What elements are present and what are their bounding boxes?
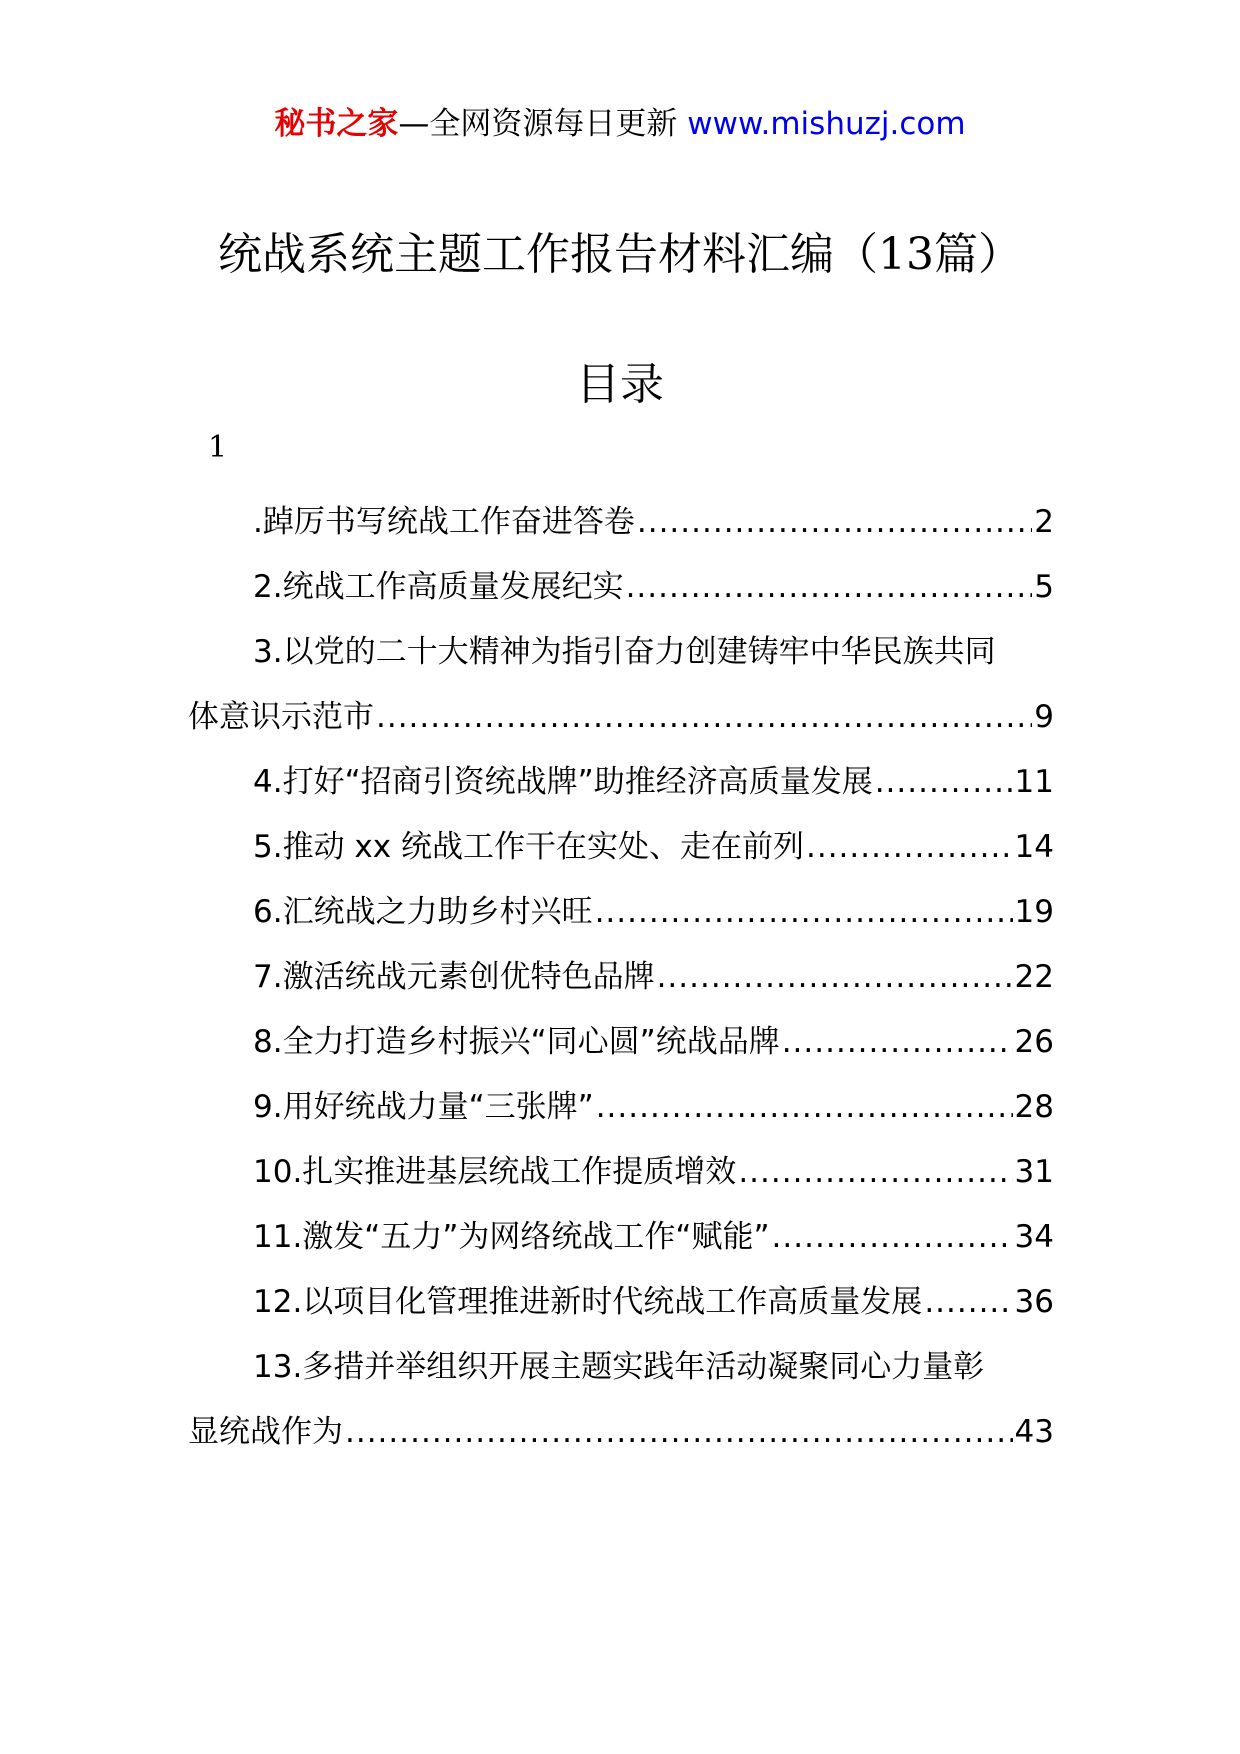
toc-entry[interactable] bbox=[188, 1010, 1054, 1075]
toc-leader-dots bbox=[782, 1010, 1013, 1075]
toc-entry-page: 11 bbox=[1014, 764, 1054, 800]
toc-entry[interactable] bbox=[188, 1140, 1054, 1205]
toc-entry-page: 22 bbox=[1014, 959, 1054, 995]
toc-entry-page: 26 bbox=[1014, 1024, 1054, 1060]
toc-entry-title: 9.用好统战力量“三张牌” bbox=[253, 1089, 594, 1125]
toc-heading: 目录 bbox=[576, 359, 664, 410]
toc-entry[interactable] bbox=[188, 1335, 1054, 1465]
toc-entry-title: .踔厉书写统战工作奋进答卷 bbox=[253, 504, 635, 540]
toc-leader-dots bbox=[738, 1140, 1012, 1205]
toc-entry-page: 34 bbox=[1014, 1219, 1054, 1255]
toc-entry-page: 19 bbox=[1014, 894, 1054, 930]
toc-leader-dots bbox=[806, 815, 1013, 880]
document-title bbox=[0, 225, 1240, 285]
header-tagline: —全网资源每日更新 bbox=[398, 106, 678, 142]
toc-entry[interactable] bbox=[188, 1270, 1054, 1335]
toc-entry-title-line1: 13.多措并举组织开展主题实践年活动凝聚同心力量彰 bbox=[253, 1349, 985, 1385]
toc-entry-title: 体意识示范市 bbox=[188, 699, 374, 735]
toc-entry[interactable] bbox=[188, 815, 1054, 880]
toc-entry-title: 11.激发“五力”为网络统战工作“赋能” bbox=[253, 1219, 770, 1255]
toc-entry-page: 43 bbox=[1014, 1414, 1054, 1450]
toc-entry-page: 2 bbox=[1034, 504, 1054, 540]
toc-leader-dots bbox=[345, 1400, 1013, 1465]
toc-entry[interactable] bbox=[188, 1075, 1054, 1140]
toc-entry-page: 28 bbox=[1014, 1089, 1054, 1125]
toc-entry[interactable] bbox=[188, 620, 1054, 750]
toc-entry[interactable] bbox=[188, 880, 1054, 945]
toc-entry-page: 5 bbox=[1034, 569, 1054, 605]
toc-entry[interactable] bbox=[188, 555, 1054, 620]
toc-entry-title: 2.统战工作高质量发展纪实 bbox=[253, 569, 624, 605]
toc-entry[interactable] bbox=[188, 1205, 1054, 1270]
title-prefix: 统战系统主题工作报告材料汇编（ bbox=[218, 229, 878, 280]
toc-leader-dots bbox=[376, 685, 1032, 750]
toc-entry-title: 显统战作为 bbox=[188, 1414, 343, 1450]
toc-entry[interactable] bbox=[188, 750, 1054, 815]
brand-name: 秘书之家 bbox=[274, 106, 399, 142]
toc-entry-title: 6.汇统战之力助乡村兴旺 bbox=[253, 894, 593, 930]
toc-entry-page: 31 bbox=[1014, 1154, 1054, 1190]
toc-entry-title: 4.打好“招商引资统战牌”助推经济高质量发展 bbox=[253, 764, 873, 800]
toc-leader-dots bbox=[637, 490, 1032, 555]
table-of-contents bbox=[188, 490, 1054, 1465]
toc-entry-title: 12.以项目化管理推进新时代统战工作高质量发展 bbox=[253, 1284, 923, 1320]
toc-entry-title: 8.全力打造乡村振兴“同心圆”统战品牌 bbox=[253, 1024, 780, 1060]
toc-entry-title: 5.推动 xx 统战工作干在实处、走在前列 bbox=[253, 829, 804, 865]
toc-entry-page: 14 bbox=[1014, 829, 1054, 865]
toc-leader-dots bbox=[924, 1270, 1012, 1335]
toc-entry-page: 9 bbox=[1034, 699, 1054, 735]
toc-entry-title: 7.激活统战元素创优特色品牌 bbox=[253, 959, 655, 995]
toc-leader-dots bbox=[595, 880, 1013, 945]
toc-leader-dots bbox=[596, 1075, 1013, 1140]
toc-entry[interactable] bbox=[188, 945, 1054, 1010]
toc-leader-dots bbox=[657, 945, 1013, 1010]
stray-page-number: 1 bbox=[208, 430, 228, 465]
site-url-link[interactable]: www.mishuzj.com bbox=[687, 106, 966, 142]
toc-leader-dots bbox=[875, 750, 1013, 815]
title-suffix: 篇） bbox=[934, 229, 1022, 280]
title-count: 13 bbox=[878, 229, 934, 280]
toc-leader-dots bbox=[772, 1205, 1013, 1270]
toc-leader-dots bbox=[626, 555, 1033, 620]
toc-entry[interactable] bbox=[188, 490, 1054, 555]
site-header bbox=[0, 100, 1240, 148]
toc-entry-title-line1: 3.以党的二十大精神为指引奋力创建铸牢中华民族共同 bbox=[253, 634, 996, 670]
toc-entry-title: 10.扎实推进基层统战工作提质增效 bbox=[253, 1154, 737, 1190]
toc-entry-page: 36 bbox=[1014, 1284, 1054, 1320]
